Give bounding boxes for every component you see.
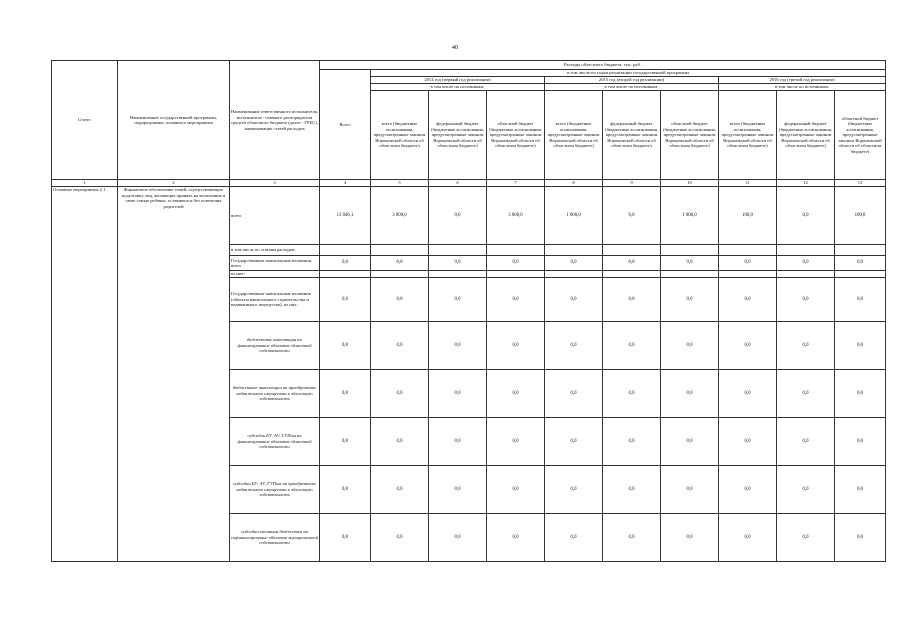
col-num: 2	[118, 180, 230, 187]
value-cell: 0,0	[719, 514, 777, 562]
value-cell: 0,0	[545, 322, 603, 370]
value-cell: 0,0	[429, 370, 487, 418]
value-cell	[661, 245, 719, 256]
value-cell: 0,0	[777, 187, 835, 245]
header-col-all-2015: всего (бюджетные ассигнования, предусмотренные законом Воронежской области об областном бюджете)	[545, 91, 603, 180]
value-cell: 0,0	[545, 370, 603, 418]
row-label: в том числе по статьям расходов:	[230, 245, 320, 256]
value-cell: 0,0	[371, 466, 429, 514]
value-cell	[603, 245, 661, 256]
value-cell: 0,0	[487, 322, 545, 370]
value-cell: 100,0	[835, 187, 886, 245]
value-cell: 0,0	[661, 322, 719, 370]
value-cell: 0,0	[661, 466, 719, 514]
value-cell: 0,0	[371, 278, 429, 322]
value-cell: 0,0	[661, 514, 719, 562]
value-cell	[603, 271, 661, 278]
value-cell	[487, 271, 545, 278]
value-cell: 0,0	[835, 418, 886, 466]
col-num: 11	[719, 180, 777, 187]
value-cell	[371, 271, 429, 278]
col-num: 6	[429, 180, 487, 187]
header-col-federal-2016: федеральный бюджет (бюджетные ассигнования, предусмотренные законом Воронежской области об областном бюджете)	[777, 91, 835, 180]
header-col-regional-2014: областной бюджет (бюджетные ассигнования, предусмотренные законом Воронежской области об областном бюджете)	[487, 91, 545, 180]
value-cell: 0,0	[661, 418, 719, 466]
value-cell	[545, 245, 603, 256]
header-col-all-2016: всего (бюджетные ассигнования, предусмотренные законом Воронежской области об областном бюджете)	[719, 91, 777, 180]
header-col-regional-2015: областной бюджет (бюджетные ассигнования, предусмотренные законом Воронежской области об областном бюджете)	[661, 91, 719, 180]
value-cell: 1 000,0	[661, 187, 719, 245]
col-num: 3	[230, 180, 320, 187]
value-cell: 0,0	[320, 514, 371, 562]
page-number: 40	[451, 44, 459, 51]
header-by-years: в том числе по годам реализации государственной программы	[371, 70, 886, 77]
value-cell: 0,0	[777, 256, 835, 271]
value-cell: 0,0	[429, 256, 487, 271]
value-cell: 0,0	[371, 322, 429, 370]
header-col-federal-2014: федеральный бюджет (бюджетные ассигнования, предусмотренные законом Воронежской области об областном бюджете)	[429, 91, 487, 180]
value-cell: 0,0	[603, 514, 661, 562]
value-cell: 0,0	[371, 256, 429, 271]
value-cell: 0,0	[545, 514, 603, 562]
row-label: Государственные капитальные вложения, всего	[230, 256, 320, 271]
value-cell	[487, 245, 545, 256]
budget-table	[51, 60, 886, 562]
value-cell: 0,0	[371, 418, 429, 466]
value-cell: 0,0	[603, 322, 661, 370]
value-cell	[320, 245, 371, 256]
value-cell: 0,0	[603, 187, 661, 245]
row-label: бюджетные инвестиции на приобретение недвижимого имущества в областную собственность	[230, 370, 320, 418]
value-cell: 13 046,1	[320, 187, 371, 245]
value-cell: 0,0	[320, 322, 371, 370]
col-num: 13	[835, 180, 886, 187]
value-cell: 0,0	[835, 256, 886, 271]
value-cell: 0,0	[835, 322, 886, 370]
value-cell: 0,0	[429, 322, 487, 370]
header-sources-2014: в том числе по источникам:	[371, 84, 545, 91]
col-num: 5	[371, 180, 429, 187]
value-cell: 0,0	[719, 256, 777, 271]
value-cell	[835, 271, 886, 278]
col-num: 10	[661, 180, 719, 187]
header-expenses: Расходы областного бюджета, тыс. руб.	[320, 61, 886, 70]
value-cell: 0,0	[487, 370, 545, 418]
row-label: Государственные капитальные вложения (объекты капитального строительства и недвижимого имущества), из них:	[230, 278, 320, 322]
value-cell: 0,0	[603, 278, 661, 322]
value-cell: 0,0	[603, 256, 661, 271]
col-num: 1	[52, 180, 118, 187]
col-num: 8	[545, 180, 603, 187]
header-year-2014: 2014 год (первый год реализации)	[371, 77, 545, 84]
header-year-2016: 2016 год (третий год реализации)	[719, 77, 886, 84]
value-cell: 3 000,0	[487, 187, 545, 245]
header-sources-2015: в том числе по источникам:	[545, 84, 719, 91]
value-cell: 0,0	[320, 256, 371, 271]
col-num: 12	[777, 180, 835, 187]
header-status: Статус	[52, 61, 118, 180]
value-cell	[777, 271, 835, 278]
value-cell: 0,0	[835, 466, 886, 514]
value-cell: 0,0	[777, 418, 835, 466]
value-cell: 0,0	[603, 466, 661, 514]
value-cell: 0,0	[603, 418, 661, 466]
value-cell: 0,0	[320, 466, 371, 514]
value-cell	[661, 271, 719, 278]
value-cell: 0,0	[661, 256, 719, 271]
value-cell: 0,0	[320, 418, 371, 466]
value-cell: 0,0	[545, 256, 603, 271]
value-cell: 0,0	[603, 370, 661, 418]
row-label: из них:	[230, 271, 320, 278]
header-sources-2016: в том числе по источникам:	[719, 84, 886, 91]
header-col-all-2014: всего (бюджетные ассигнования, предусмотренные законом Воронежской области об областном бюджете)	[371, 91, 429, 180]
value-cell: 0,0	[661, 370, 719, 418]
row-label: бюджетные инвестиции на финансирование объектов областной собственности	[230, 322, 320, 370]
value-cell: 0,0	[835, 278, 886, 322]
value-cell: 0,0	[777, 466, 835, 514]
value-cell: 0,0	[719, 466, 777, 514]
header-year-2015: 2015 год (второй год реализации)	[545, 77, 719, 84]
row-label: субсидии БУ, АУ, ГУПам на финансирование объектов областной собственности	[230, 418, 320, 466]
value-cell: 0,0	[777, 370, 835, 418]
value-cell: 0,0	[320, 278, 371, 322]
value-cell: 0,0	[429, 514, 487, 562]
value-cell: 0,0	[487, 256, 545, 271]
value-cell	[545, 271, 603, 278]
row-program-name: Финансовое обеспечение семей, осуществляющих подготовку лиц, желающих принять на воспитание в свою семью ребенка, оставшегося без попечения родителей	[118, 187, 230, 562]
value-cell: 0,0	[487, 466, 545, 514]
value-cell: 0,0	[719, 418, 777, 466]
value-cell: 0,0	[429, 187, 487, 245]
header-total: Всего	[320, 70, 371, 180]
value-cell: 0,0	[371, 370, 429, 418]
value-cell: 0,0	[719, 370, 777, 418]
value-cell: 0,0	[777, 278, 835, 322]
value-cell: 0,0	[719, 322, 777, 370]
value-cell	[371, 245, 429, 256]
value-cell: 0,0	[545, 418, 603, 466]
header-col-regional-2016: областной бюджет (бюджетные ассигнования, предусмотренные законом Воронежской области об областном бюджете)	[835, 91, 886, 180]
value-cell: 0,0	[777, 322, 835, 370]
value-cell: 0,0	[661, 278, 719, 322]
value-cell: 0,0	[429, 466, 487, 514]
value-cell	[719, 271, 777, 278]
col-num: 4	[320, 180, 371, 187]
row-status: Основное мероприятие 2.1	[52, 187, 118, 562]
value-cell: 100,0	[719, 187, 777, 245]
row-label: субсидии местным бюджетам на софинансирование объектов муниципальной собственности	[230, 514, 320, 562]
value-cell: 0,0	[835, 514, 886, 562]
header-col-federal-2015: федеральный бюджет (бюджетные ассигнования, предусмотренные законом Воронежской области об областном бюджете)	[603, 91, 661, 180]
row-label: субсидии БУ, АУ, ГУПам на приобретение недвижимого имущества в областную собственность	[230, 466, 320, 514]
value-cell: 0,0	[545, 278, 603, 322]
value-cell: 3 000,0	[371, 187, 429, 245]
value-cell: 0,0	[371, 514, 429, 562]
value-cell: 0,0	[429, 278, 487, 322]
value-cell: 0,0	[777, 514, 835, 562]
value-cell: 0,0	[719, 278, 777, 322]
value-cell: 0,0	[487, 278, 545, 322]
col-num: 9	[603, 180, 661, 187]
value-cell	[835, 245, 886, 256]
value-cell	[719, 245, 777, 256]
value-cell: 0,0	[320, 370, 371, 418]
col-num: 7	[487, 180, 545, 187]
row-label: всего	[230, 187, 320, 245]
value-cell: 0,0	[487, 514, 545, 562]
column-numbers-row	[52, 180, 886, 187]
value-cell	[429, 245, 487, 256]
value-cell: 0,0	[835, 370, 886, 418]
value-cell: 0,0	[487, 418, 545, 466]
value-cell: 1 000,0	[545, 187, 603, 245]
value-cell: 0,0	[545, 466, 603, 514]
header-program-name: Наименование государственной программы, подпрограммы, основного мероприятия	[118, 61, 230, 180]
value-cell: 0,0	[429, 418, 487, 466]
value-cell	[320, 271, 371, 278]
header-executor: Наименование ответственного исполнителя, исполнителя - главного распорядителя средств областного бюджета (далее - ГРБС), наименование статей расходов	[230, 61, 320, 180]
value-cell	[777, 245, 835, 256]
value-cell	[429, 271, 487, 278]
table-row	[52, 187, 886, 245]
